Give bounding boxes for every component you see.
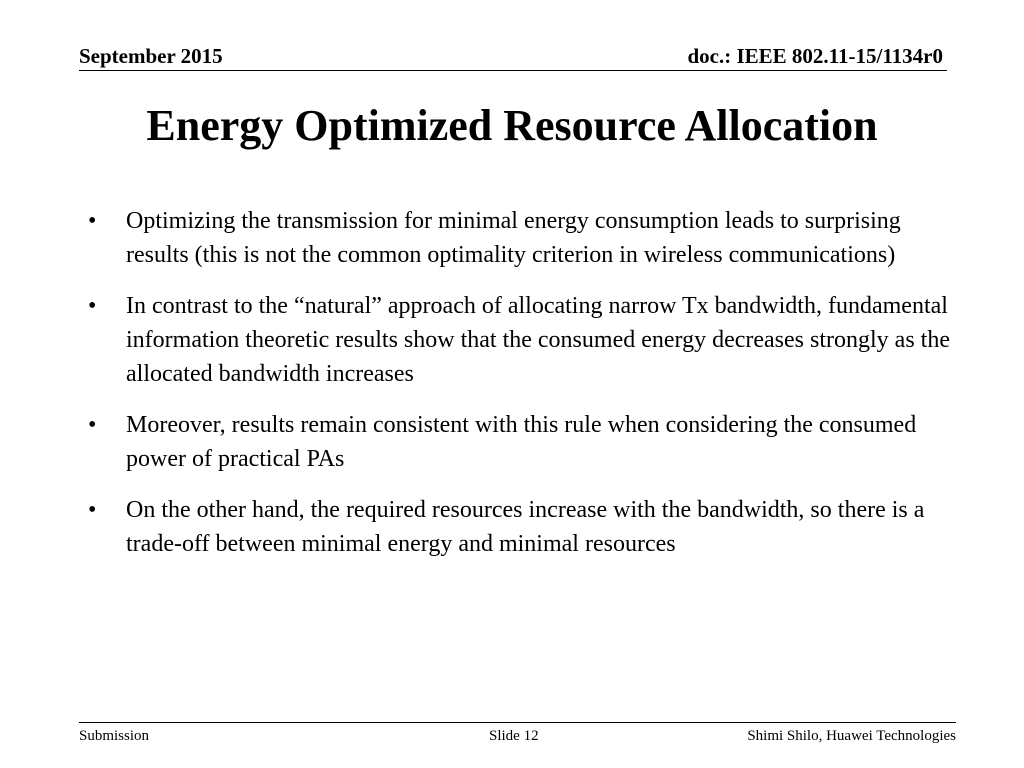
bullet-icon: •: [88, 208, 97, 234]
slide-footer: [79, 722, 956, 749]
slide-title: Energy Optimized Resource Allocation: [146, 101, 878, 150]
bullet-text: On the other hand, the required resources increase with the bandwidth, so there is a trade-off between minimal energy and minimal resources: [126, 497, 925, 557]
footer-slide-number: Slide 12: [489, 728, 539, 744]
bullet-icon: •: [88, 412, 97, 438]
bullet-text: Optimizing the transmission for minimal energy consumption leads to surprising results (this is not the common optimality criterion in wireless communications): [126, 208, 901, 268]
footer-author: Shimi Shilo, Huawei Technologies: [747, 728, 956, 744]
header-date: September 2015: [79, 44, 223, 68]
bullet-icon: •: [88, 497, 97, 523]
header-doc-id: doc.: IEEE 802.11-15/1134r0: [687, 44, 943, 68]
bullet-item: [80, 408, 950, 476]
bullet-item: [80, 493, 950, 561]
bullet-text: Moreover, results remain consistent with this rule when considering the consumed power of practical PAs: [126, 412, 917, 472]
bullet-item: [80, 289, 950, 391]
slide-header: [79, 44, 947, 71]
bullet-item: [80, 204, 950, 272]
bullet-text: In contrast to the “natural” approach of allocating narrow Tx bandwidth, fundamental information theoretic results show that the consumed energy decreases strongly as the allocated bandwidth increases: [126, 293, 950, 387]
footer-submission: Submission: [79, 728, 150, 744]
bullet-list: [80, 204, 950, 578]
bullet-icon: •: [88, 293, 97, 319]
